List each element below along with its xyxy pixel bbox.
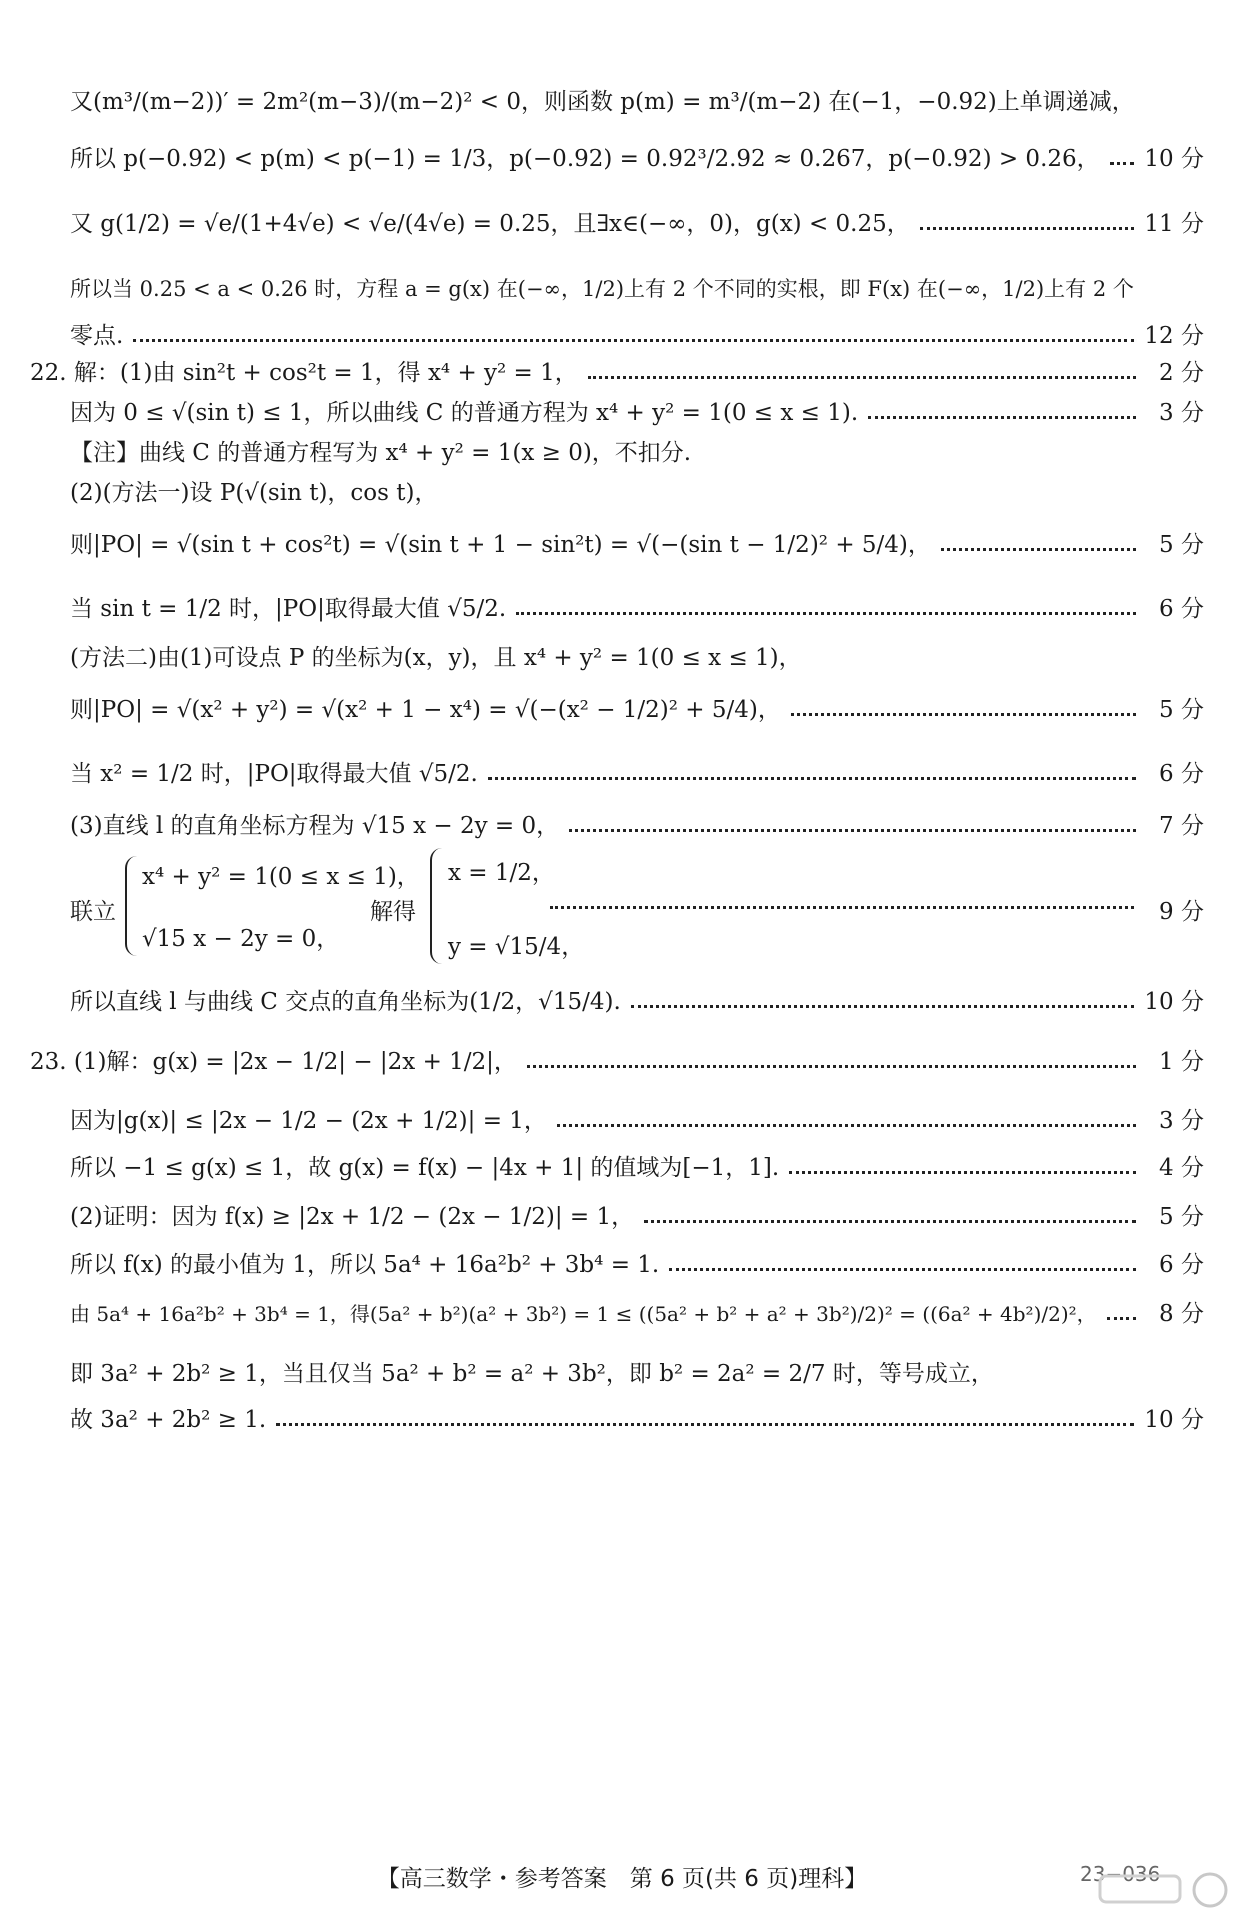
leader-dots xyxy=(868,415,1136,419)
system-solve-label: 解得 xyxy=(370,899,416,925)
score-label: 3 分 xyxy=(1159,1108,1204,1134)
leader-dots xyxy=(550,906,1134,909)
leader-dots xyxy=(941,547,1136,551)
q23-equality-condition xyxy=(70,1357,1204,1391)
leader-dots xyxy=(1107,1316,1136,1320)
score-label: 4 分 xyxy=(1159,1155,1204,1181)
leader-dots xyxy=(1110,161,1135,165)
line-zeros xyxy=(70,321,1204,351)
score-label: 9 分 xyxy=(1159,899,1204,925)
leader-dots xyxy=(588,375,1136,379)
left-brace-icon xyxy=(125,856,141,956)
leader-dots xyxy=(791,712,1136,716)
line-text: 【注】曲线 C 的普通方程写为 x⁴ + y² = 1(x ≥ 0)，不扣分. xyxy=(70,440,692,466)
watermark-logo-icon xyxy=(1090,1870,1240,1920)
line-text: 所以 −1 ≤ g(x) ≤ 1，故 g(x) = f(x) − |4x + 1| 的值域为[−1，1]. xyxy=(70,1155,780,1181)
line-text: 当 x² = 1/2 时，|PO|取得最大值 √5/2. xyxy=(70,761,478,787)
line-text: 22. 解：(1)由 sin²t + cos²t = 1，得 x⁴ + y² = 1， xyxy=(30,360,578,386)
leader-dots xyxy=(569,828,1136,832)
line-text: 所以 p(−0.92) < p(m) < p(−1) = 1/3，p(−0.92) = 0.92³/2.92 ≈ 0.267，p(−0.92) > 0.26， xyxy=(70,146,1100,172)
line-text: (2)证明：因为 f(x) ≥ |2x + 1/2 − (2x − 1/2)| = 1， xyxy=(70,1204,635,1230)
q23-range xyxy=(70,1153,1204,1183)
score-label: 10 分 xyxy=(1144,1407,1204,1433)
q23-part2-proof xyxy=(70,1200,1204,1234)
score-label: 3 分 xyxy=(1159,400,1204,426)
line-text: 所以当 0.25 < a < 0.26 时，方程 a = g(x) 在(−∞，1/2)上有 2 个不同的实根，即 F(x) 在(−∞，1/2)上有 2 个 xyxy=(70,277,1134,301)
line-text: 又(m³/(m−2))′ = 2m²(m−3)/(m−2)² < 0，则函数 p(m) = m³/(m−2) 在(−1，−0.92)上单调递减， xyxy=(70,89,1135,115)
q22-method2-max xyxy=(70,757,1204,791)
score-label: 5 分 xyxy=(1159,1204,1204,1230)
leader-dots xyxy=(516,611,1136,615)
line-text: 由 5a⁴ + 16a²b² + 3b⁴ = 1，得(5a² + b²)(a² + 3b²) = 1 ≤ ((5a² + b² + a² + 3b²)/2)² = ((6a² + 4b²)/2)²， xyxy=(70,1302,1097,1326)
score-label: 10 分 xyxy=(1144,989,1204,1015)
line-g-half xyxy=(70,207,1204,241)
q22-method1-setup xyxy=(70,478,1204,508)
leader-dots xyxy=(631,1004,1135,1008)
q23-min-value xyxy=(70,1250,1204,1280)
line-text: (方法二)由(1)可设点 P 的坐标为(x，y)，且 x⁴ + y² = 1(0 ≤ x ≤ 1)， xyxy=(70,645,802,671)
q22-intersection xyxy=(70,985,1204,1019)
score-label: 2 分 xyxy=(1159,360,1204,386)
line-roots xyxy=(70,272,1204,306)
line-text: 所以直线 l 与曲线 C 交点的直角坐标为(1/2，√15/4). xyxy=(70,989,621,1015)
leader-dots xyxy=(669,1267,1136,1271)
leader-dots xyxy=(527,1064,1136,1068)
line-text: (3)直线 l 的直角坐标方程为 √15 x − 2y = 0， xyxy=(70,813,560,839)
score-label: 5 分 xyxy=(1159,697,1204,723)
q22-method1-max xyxy=(70,592,1204,626)
leader-dots xyxy=(789,1170,1136,1174)
leader-dots xyxy=(276,1422,1134,1426)
line-text: 即 3a² + 2b² ≥ 1，当且仅当 5a² + b² = a² + 3b²，即 b² = 2a² = 2/7 时，等号成立， xyxy=(70,1361,994,1387)
line-p-bounds xyxy=(70,142,1204,176)
leader-dots xyxy=(133,338,1134,342)
q22-part1 xyxy=(30,358,1204,388)
line-text: 零点. xyxy=(70,323,124,349)
q22-method2-distance xyxy=(70,693,1204,727)
page-footer xyxy=(0,1860,1244,1893)
q23-abs-bound xyxy=(70,1104,1204,1138)
system-equation-2: √15 x − 2y = 0， xyxy=(142,926,340,952)
score-label: 6 分 xyxy=(1159,596,1204,622)
q22-method2-setup xyxy=(70,643,1204,673)
q23-part1 xyxy=(30,1045,1204,1079)
line-text: 又 g(1/2) = √e/(1+4√e) < √e/(4√e) = 0.25，且∃x∈(−∞，0)，g(x) < 0.25， xyxy=(70,211,910,237)
leader-dots xyxy=(920,226,1135,230)
q23-inequality xyxy=(70,1297,1204,1331)
leader-dots xyxy=(557,1123,1136,1127)
line-derivative xyxy=(70,85,1204,119)
score-label: 11 分 xyxy=(1144,211,1204,237)
line-text: (2)(方法一)设 P(√(sin t)，cos t)， xyxy=(70,480,438,506)
system-solution-x: x = 1/2， xyxy=(448,860,555,886)
line-text: 所以 f(x) 的最小值为 1，所以 5a⁴ + 16a²b² + 3b⁴ = 1. xyxy=(70,1252,660,1278)
line-text: 因为|g(x)| ≤ |2x − 1/2 − (2x + 1/2)| = 1， xyxy=(70,1108,547,1134)
line-text: 因为 0 ≤ √(sin t) ≤ 1，所以曲线 C 的普通方程为 x⁴ + y² = 1(0 ≤ x ≤ 1). xyxy=(70,400,859,426)
footer-code: 23−036 xyxy=(1080,1862,1161,1886)
score-label: 12 分 xyxy=(1144,323,1204,349)
line-text: 23. (1)解：g(x) = |2x − 1/2| − |2x + 1/2|， xyxy=(30,1049,517,1075)
score-label: 5 分 xyxy=(1159,532,1204,558)
q22-part3-line xyxy=(70,811,1204,841)
leader-dots xyxy=(488,776,1136,780)
left-brace-icon xyxy=(430,848,446,964)
q22-curve-equation xyxy=(70,398,1204,428)
score-label: 10 分 xyxy=(1144,146,1204,172)
system-lead: 联立 xyxy=(70,899,116,925)
score-label: 7 分 xyxy=(1159,813,1204,839)
system-equation-1: x⁴ + y² = 1(0 ≤ x ≤ 1)， xyxy=(142,864,420,890)
line-text: 故 3a² + 2b² ≥ 1. xyxy=(70,1407,267,1433)
equation-system xyxy=(70,848,1204,968)
score-label: 1 分 xyxy=(1159,1049,1204,1075)
q22-method1-distance xyxy=(70,528,1204,562)
score-label: 8 分 xyxy=(1159,1301,1204,1327)
score-label: 6 分 xyxy=(1159,761,1204,787)
q22-note xyxy=(70,438,1204,468)
line-text: 则|PO| = √(sin t + cos²t) = √(sin t + 1 − sin²t) = √(−(sin t − 1/2)² + 5/4)， xyxy=(70,532,931,558)
line-text: 则|PO| = √(x² + y²) = √(x² + 1 − x⁴) = √(−(x² − 1/2)² + 5/4)， xyxy=(70,697,781,723)
system-solution-y: y = √15/4， xyxy=(448,934,585,960)
footer-title: 【高三数学・参考答案 第 6 页(共 6 页)理科】 xyxy=(376,1866,868,1892)
line-text: 当 sin t = 1/2 时，|PO|取得最大值 √5/2. xyxy=(70,596,507,622)
score-label: 6 分 xyxy=(1159,1252,1204,1278)
leader-dots xyxy=(644,1219,1136,1223)
q23-conclusion xyxy=(70,1405,1204,1435)
